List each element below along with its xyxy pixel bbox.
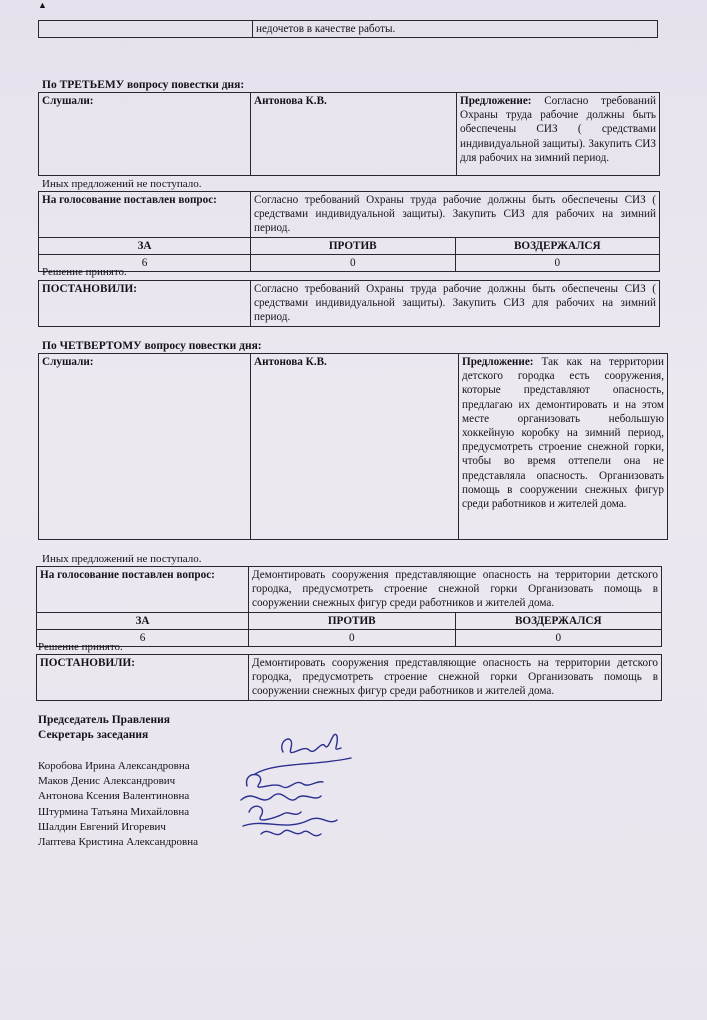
q4-for-header: ЗА xyxy=(37,612,249,629)
member-name: Маков Денис Александрович xyxy=(38,775,176,788)
member-name: Лаптева Кристина Александровна xyxy=(38,836,199,849)
q3-vote-text: Согласно требований Охраны труда рабочие должны быть обеспечены СИЗ ( средствами индивидуальной защиты). Закупить СИЗ для рабочих на зимний период. xyxy=(251,192,660,238)
q3-accepted: Решение принято. xyxy=(42,266,127,278)
q4-vote-label: На голосование поставлен вопрос: xyxy=(37,567,249,613)
q4-proposal-text: Так как на территории детского городка есть сооружения, которые представляют опасность, предлагаю их демонтировать и на этом месте организовать небольшую хоккейную коробку на зимний период, предусмотреть строение снежной горки, чтобы во время оттепели она не представляла опасность. Организовать помощь в сооружении снежных фигур среди работников и жителей дома. xyxy=(462,356,664,511)
q4-vote-text: Демонтировать сооружения представляющие опасность на территории детского городка, предусмотреть строение снежной горки Организовать помощь в сооружении снежных фигур среди работников и жителей дома. xyxy=(249,567,662,613)
signature-stroke xyxy=(243,818,337,826)
q4-proposal-cell xyxy=(459,354,668,540)
q4-abstain-count: 0 xyxy=(455,629,662,646)
q4-proposal-label: Предложение: xyxy=(462,356,534,368)
q4-vote-table xyxy=(36,566,662,647)
empty-cell xyxy=(39,21,253,38)
member-name: Шалдин Евгений Игоревич xyxy=(38,820,166,833)
members-list xyxy=(38,759,198,850)
q3-proposal-text: Согласно требований Охраны труда рабочие должны быть обеспечены СИЗ ( средствами индивидуальной защиты). Закупить СИЗ для рабочих на зимний период. xyxy=(460,95,656,164)
q4-abstain-header: ВОЗДЕРЖАЛСЯ xyxy=(455,612,662,629)
q3-for-count: 6 xyxy=(39,254,251,271)
member-name: Антонова Ксения Валентиновна xyxy=(38,790,190,803)
q3-heading: По ТРЕТЬЕМУ вопросу повестки дня: xyxy=(42,79,245,91)
signature-stroke xyxy=(247,775,323,788)
secretary-title: Секретарь заседания xyxy=(38,729,149,741)
signature-stroke xyxy=(282,734,341,752)
q4-decided-label: ПОСТАНОВИЛИ: xyxy=(37,655,249,701)
q4-decided-table xyxy=(36,654,662,701)
q3-for-header: ЗА xyxy=(39,237,251,254)
q3-abstain-header: ВОЗДЕРЖАЛСЯ xyxy=(455,237,660,254)
q4-decided-text: Демонтировать сооружения представляющие опасность на территории детского городка, предусмотреть строение снежной горки Организовать помощь в сооружении снежных фигур среди работников и жителей дома. xyxy=(249,655,662,701)
signature-stroke xyxy=(249,806,301,820)
q3-decided-label: ПОСТАНОВИЛИ: xyxy=(39,281,251,327)
corner-mark: ▲ xyxy=(38,0,47,10)
q3-speaker: Антонова К.В. xyxy=(251,93,457,176)
q3-vote-table xyxy=(38,191,660,272)
q3-listened-label: Слушали: xyxy=(39,93,251,176)
member-name: Штурмина Татьяна Михайловна xyxy=(38,805,190,818)
previous-decision-text: недочетов в качестве работы. xyxy=(253,21,658,38)
q3-listened-table xyxy=(38,92,660,176)
q4-no-other: Иных предложений не поступало. xyxy=(42,553,202,565)
q3-proposal-cell xyxy=(457,93,660,176)
member-name: Коробова Ирина Александровна xyxy=(38,760,190,772)
q3-against-header: ПРОТИВ xyxy=(251,237,456,254)
q3-decided-table xyxy=(38,280,660,327)
q4-against-count: 0 xyxy=(249,629,456,646)
q4-heading: По ЧЕТВЕРТОМУ вопросу повестки дня: xyxy=(42,340,262,352)
q3-no-other: Иных предложений не поступало. xyxy=(42,178,202,190)
signature-stroke xyxy=(255,758,351,774)
q4-listened-label: Слушали: xyxy=(39,354,251,540)
q4-speaker: Антонова К.В. xyxy=(251,354,459,540)
q4-against-header: ПРОТИВ xyxy=(249,612,456,629)
q3-abstain-count: 0 xyxy=(455,254,660,271)
signature-stroke xyxy=(241,794,321,800)
q3-vote-label: На голосование поставлен вопрос: xyxy=(39,192,251,238)
signature-stroke xyxy=(261,830,321,835)
q3-against-count: 0 xyxy=(251,254,456,271)
q3-proposal-label: Предложение: xyxy=(460,95,532,107)
chairman-title: Председатель Правления xyxy=(38,714,170,726)
q3-decided-text: Согласно требований Охраны труда рабочие должны быть обеспечены СИЗ ( средствами индивидуальной защиты). Закупить СИЗ для рабочих на зимний период. xyxy=(251,281,660,327)
previous-decision-table xyxy=(38,20,658,38)
handwritten-signatures xyxy=(225,722,365,852)
q4-accepted: Решение принято. xyxy=(38,641,123,653)
q4-for-count: 6 xyxy=(37,629,249,646)
q4-listened-table xyxy=(38,353,668,540)
